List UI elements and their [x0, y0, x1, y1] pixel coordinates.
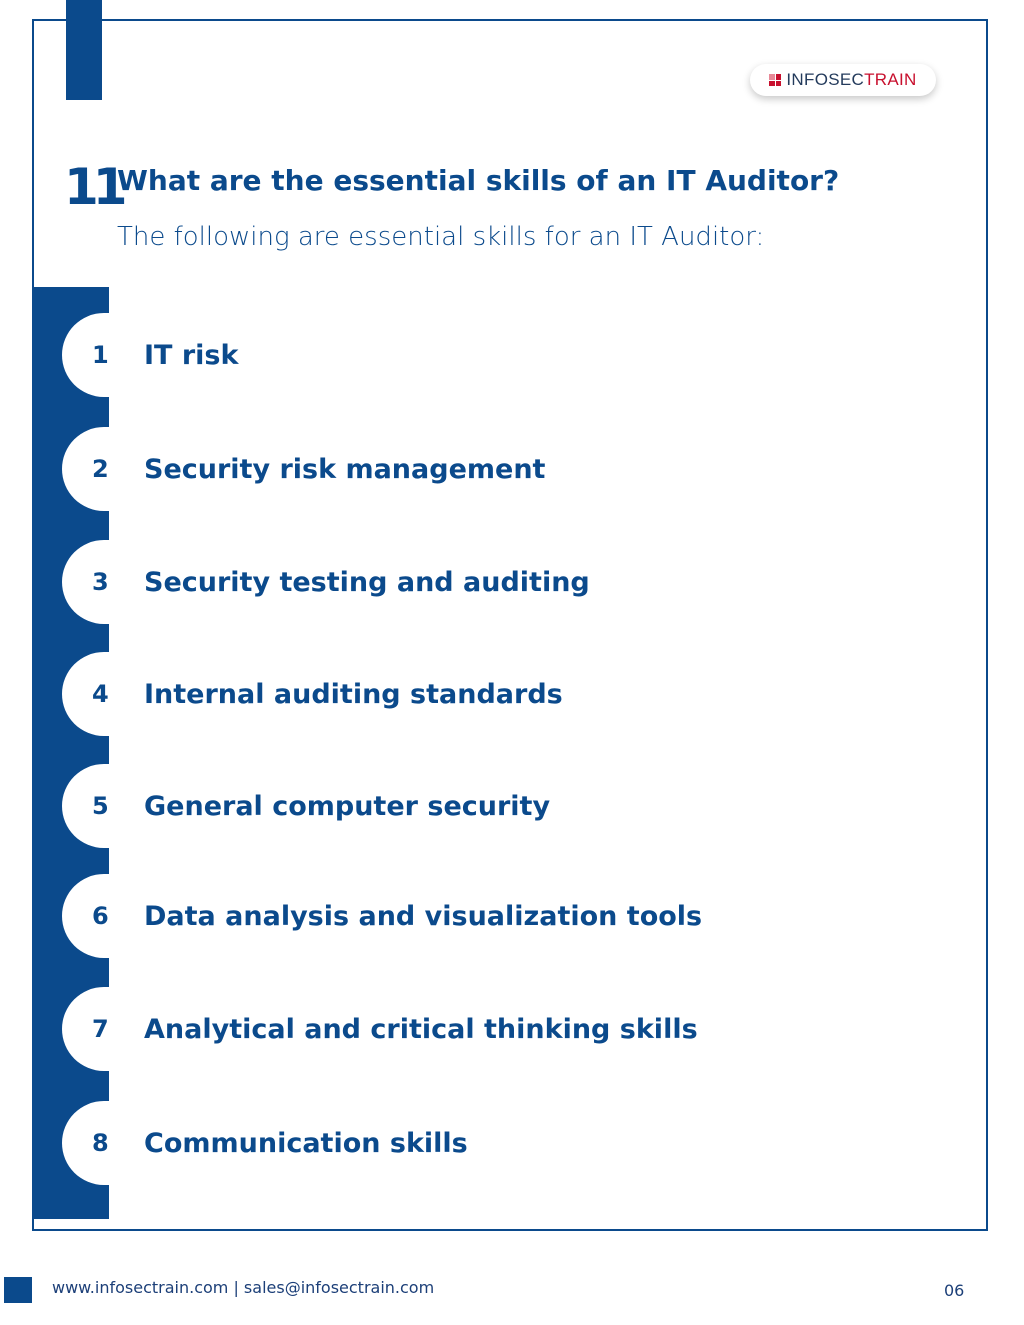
- question-number: 11: [64, 158, 122, 216]
- skill-label: Security testing and auditing: [144, 566, 590, 598]
- skill-label: Data analysis and visualization tools: [144, 900, 703, 932]
- skill-label: Analytical and critical thinking skills: [144, 1013, 698, 1045]
- skill-item: [0, 764, 980, 848]
- skill-label: Communication skills: [144, 1127, 468, 1159]
- skill-number-badge: 5: [62, 764, 109, 848]
- footer-accent-square: [4, 1277, 32, 1303]
- skill-label: IT risk: [144, 339, 239, 371]
- skill-number-badge: 8: [62, 1101, 109, 1185]
- skill-number-badge: 1: [62, 313, 109, 397]
- footer-contact: www.infosectrain.com | sales@infosectrain.com: [52, 1278, 435, 1297]
- skill-number-badge: 7: [62, 987, 109, 1071]
- page-number: 06: [944, 1281, 965, 1300]
- skill-item: [0, 427, 980, 511]
- skill-item: [0, 987, 980, 1071]
- skill-label: General computer security: [144, 790, 551, 822]
- skill-item: [0, 652, 980, 736]
- logo-text-infosec: INFOSEC: [786, 70, 865, 89]
- skill-item: [0, 1101, 980, 1185]
- skill-label: Internal auditing standards: [144, 678, 563, 710]
- skill-item: [0, 540, 980, 624]
- skill-item: [0, 313, 980, 397]
- skill-number-badge: 4: [62, 652, 109, 736]
- logo-text-train: TRAIN: [864, 70, 917, 89]
- skill-label: Security risk management: [144, 453, 546, 485]
- skill-number-badge: 2: [62, 427, 109, 511]
- question-title: What are the essential skills of an IT Auditor?: [117, 164, 840, 197]
- skill-number-badge: 3: [62, 540, 109, 624]
- skill-number-badge: 6: [62, 874, 109, 958]
- skill-item: [0, 874, 980, 958]
- question-subtitle: The following are essential skills for an IT Auditor:: [117, 222, 765, 252]
